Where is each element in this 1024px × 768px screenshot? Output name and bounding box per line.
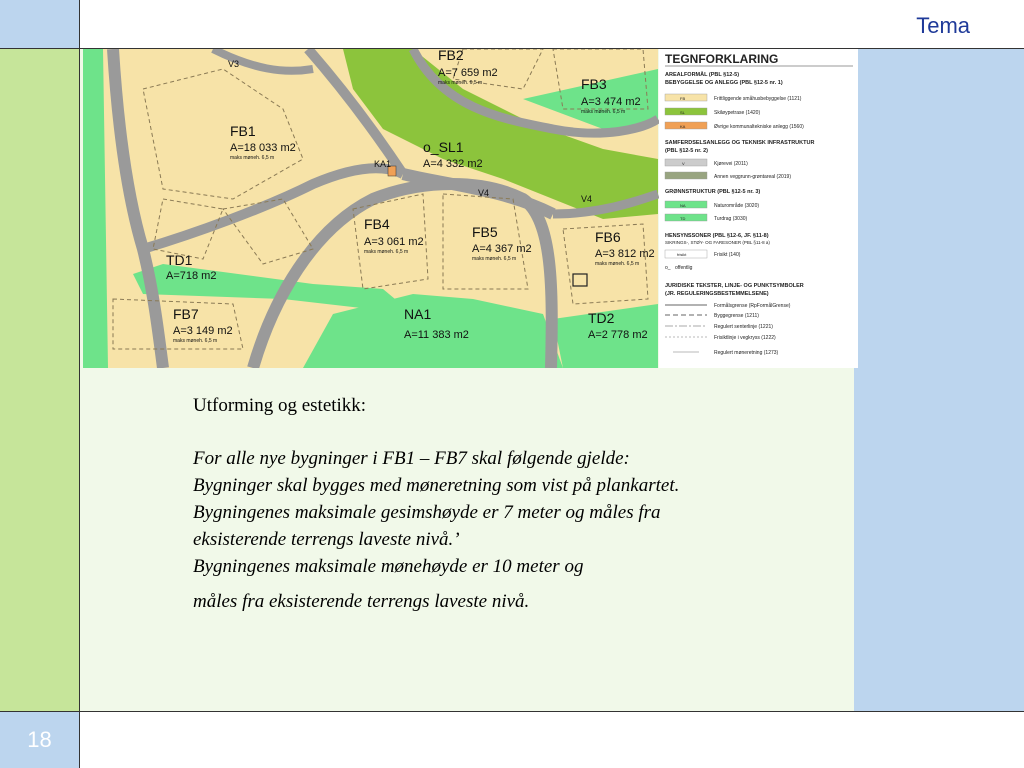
plot-area: A=3 812 m2 [595, 248, 655, 260]
legend-title: TEGNFORKLARING [665, 52, 779, 66]
plot-area: A=11 383 m2 [404, 329, 469, 341]
legend-code: o_ [665, 265, 671, 271]
plot-note: maks møneh. 6,5 m [173, 338, 218, 344]
legend-label: Formålsgrense (RpFormålGrense) [714, 303, 791, 309]
plot-note: maks møneh. 6,5 m [472, 256, 517, 262]
divider-vertical [79, 0, 80, 768]
legend-label: Naturområde (3020) [714, 203, 760, 209]
text-last-line: måles fra eksisterende terrengs laveste nivå. [193, 591, 530, 612]
plot-area: A=3 061 m2 [364, 236, 424, 248]
legend-section-sub: (PBL §12-5 nr. 2) [665, 148, 708, 154]
legend-section-sub: BEBYGGELSE OG ANLEGG (PBL §12-5 nr. 1) [665, 80, 783, 86]
text-line: Bygninger skal bygges med møneretning som vist på plankartet. [193, 475, 680, 496]
right-blue-strip [854, 49, 1024, 711]
legend-section-heading: JURIDISKE TEKSTER, LINJE- OG PUNKTSYMBOLER [665, 283, 804, 289]
legend-label: Regulert møneretning (1273) [714, 350, 779, 356]
plot-id: o_SL1 [423, 139, 464, 155]
legend-code: FB [680, 96, 686, 101]
plot-note: maks møneh. 6,5 m [595, 261, 640, 267]
legend-swatch [665, 172, 707, 179]
footer-bar [80, 712, 1024, 768]
page-title: Tema [916, 13, 970, 38]
header-bar [80, 0, 1024, 48]
text-line: Bygningenes maksimale gesimshøyde er 7 meter og måles fra eksisterende terrengs laveste nivå.’ [193, 502, 661, 550]
legend-code: TD [680, 216, 686, 221]
plot-area: A=2 778 m2 [588, 329, 648, 341]
legend-label: Annen veggrunn-grøntareal (2019) [714, 174, 791, 180]
corner-block-top-left [0, 0, 79, 48]
plot-area: A=3 474 m2 [581, 96, 641, 108]
text-line: Bygningenes maksimale mønehøyde er 10 meter og [193, 556, 584, 577]
legend-section-heading: GRØNNSTRUKTUR (PBL §12-5 nr. 3) [665, 189, 761, 195]
legend-section-sub: SIKRINGS-, STØY- OG FARESONER (PBL §11-8 a) [665, 240, 770, 245]
legend-label: Turdrag (3030) [714, 216, 748, 222]
plot-id: FB2 [438, 49, 464, 63]
legend-section-heading: SAMFERDSELSANLEGG OG TEKNISK INFRASTRUKTUR [665, 140, 815, 146]
text-heading: Utforming og estetikk: [193, 395, 367, 416]
plot-area: A=18 033 m2 [230, 142, 296, 154]
plot-area: A=7 659 m2 [438, 67, 498, 79]
left-green-strip [0, 49, 79, 711]
legend-label: Kjørevei (2011) [714, 161, 748, 167]
legend-code: frisikt [677, 252, 687, 257]
legend-code: KA [680, 124, 686, 129]
plot-id: FB1 [230, 123, 256, 139]
legend-label: Regulert senterlinje (1221) [714, 324, 773, 330]
legend-swatch [665, 201, 707, 208]
legend-label: Frisiktlinje i vegkryss (1222) [714, 335, 776, 341]
text-block [193, 392, 693, 615]
plot-area: A=4 367 m2 [472, 243, 532, 255]
map-label-v4-a: V4 [478, 188, 490, 198]
legend-swatch [665, 122, 707, 129]
plot-id: NA1 [404, 306, 432, 322]
plot-id: TD1 [166, 252, 193, 268]
legend-label: Øvrige kommunaltekniske anlegg (1560) [714, 124, 804, 130]
divider-bottom [0, 711, 1024, 712]
legend-swatch [665, 159, 707, 166]
plot-id: FB5 [472, 224, 498, 240]
map-label-v3: V3 [228, 59, 240, 69]
legend-code: SL [680, 110, 685, 115]
plot-area: A=718 m2 [166, 270, 217, 282]
plot-id: TD2 [588, 310, 615, 326]
legend-section-sub: (JR. REGULERINGSBESTEMMELSENE) [665, 291, 769, 297]
plot-id: FB4 [364, 216, 390, 232]
legend-swatch [665, 214, 707, 221]
legend-label: Frisikt (140) [714, 252, 741, 258]
map-label-ka1: KA1 [374, 159, 392, 169]
plot-id: FB7 [173, 306, 199, 322]
plot-note: maks møneh. 6,5 m [364, 249, 409, 255]
plot-note: maks møneh. 6,5 m [230, 155, 275, 161]
zoning-map [83, 49, 858, 368]
plot-area: A=3 149 m2 [173, 325, 233, 337]
legend-label: Frittliggende småhusbebyggelse (1121) [714, 96, 802, 102]
legend-label: Byggegrense (1211) [714, 313, 759, 319]
map-label-v4-b: V4 [581, 194, 593, 204]
map-legend [659, 49, 858, 368]
page-number: 18 [27, 727, 52, 752]
plot-note: maks møneh. 6,5 m [581, 109, 626, 115]
zoning-map-svg [83, 49, 858, 368]
legend-section-heading: HENSYNSSONER (PBL §12-6, JF. §11-8) [665, 233, 769, 239]
legend-code: V [682, 161, 685, 166]
plot-area: A=4 332 m2 [423, 158, 483, 170]
plot-id: FB6 [595, 229, 621, 245]
text-line: For alle nye bygninger i FB1 – FB7 skal følgende gjelde: [193, 448, 630, 469]
legend-code: NA [680, 203, 686, 208]
legend-swatch [665, 94, 707, 101]
legend-swatch [665, 108, 707, 115]
legend-section-heading: AREALFORMÅL (PBL §12-5) [665, 72, 740, 78]
plot-id: FB3 [581, 76, 607, 92]
legend-label: Skiløypetrase (1420) [714, 110, 761, 116]
plot-note: maks møneh. 6,5 m [438, 80, 483, 86]
legend-label: offentlig [675, 265, 693, 271]
